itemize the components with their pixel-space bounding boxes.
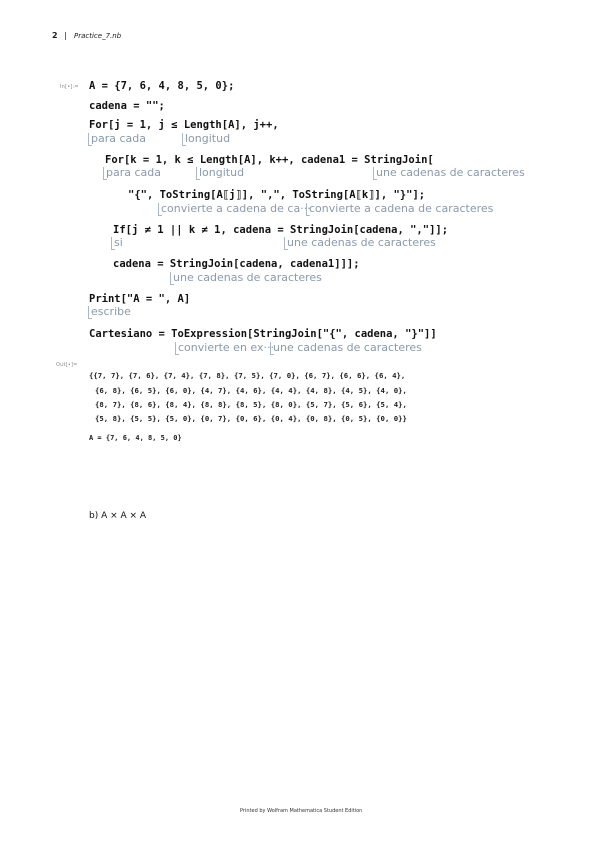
- hint-si: si: [111, 236, 123, 249]
- file-name: Practice_7.nb: [74, 32, 122, 40]
- header-separator: |: [64, 31, 67, 40]
- code-line-6[interactable]: If[j ≠ 1 || k ≠ 1, cadena = StringJoin[cadena, ","]];: [113, 224, 449, 236]
- hint-tostring-2: convierte a cadena de caracteres: [306, 202, 493, 215]
- output-line-3: {8, 7}, {8, 6}, {8, 4}, {8, 8}, {8, 5}, {8, 0}, {5, 7}, {5, 6}, {5, 4},: [95, 400, 407, 409]
- hint-longitud-j: longitud: [182, 132, 230, 145]
- hint-stringjoin-4: une cadenas de caracteres: [270, 341, 422, 354]
- code-line-9[interactable]: Cartesiano = ToExpression[StringJoin["{", cadena, "}"]]: [89, 328, 437, 340]
- code-line-8[interactable]: Print["A = ", A]: [89, 293, 191, 305]
- input-label: In[•]:=: [60, 84, 79, 90]
- hint-stringjoin-1: une cadenas de caracteres: [373, 166, 525, 179]
- code-line-5[interactable]: "{", ToString[A⟦j⟧], ",", ToString[A⟦k⟧], "}"];: [128, 189, 426, 201]
- footer-note: Printed by Wolfram Mathematica Student Edition: [240, 808, 363, 814]
- hint-longitud-k: longitud: [196, 166, 244, 179]
- hint-stringjoin-3: une cadenas de caracteres: [170, 271, 322, 284]
- code-line-1[interactable]: A = {7, 6, 4, 8, 5, 0};: [89, 80, 235, 92]
- output-line-1: {{7, 7}, {7, 6}, {7, 4}, {7, 8}, {7, 5}, {7, 0}, {6, 7}, {6, 6}, {6, 4},: [89, 371, 406, 380]
- code-line-7[interactable]: cadena = StringJoin[cadena, cadena1]]];: [113, 258, 360, 270]
- hint-stringjoin-2: une cadenas de caracteres: [284, 236, 436, 249]
- hint-escribe: escribe: [88, 305, 131, 318]
- hint-tostring-1: convierte a cadena de ca···: [158, 202, 311, 215]
- code-line-3[interactable]: For[j = 1, j ≤ Length[A], j++,: [89, 119, 279, 131]
- section-b-heading: b) A × A × A: [89, 511, 147, 521]
- code-line-4[interactable]: For[k = 1, k ≤ Length[A], k++, cadena1 = StringJoin[: [105, 154, 434, 166]
- output-line-2: {6, 8}, {6, 5}, {6, 0}, {4, 7}, {4, 6}, {4, 4}, {4, 8}, {4, 5}, {4, 0},: [95, 386, 407, 395]
- print-output: A = {7, 6, 4, 8, 5, 0}: [89, 434, 182, 442]
- page-number: 2: [52, 31, 58, 40]
- hint-toexpression: convierte en ex···: [175, 341, 274, 354]
- output-label: Out[•]=: [56, 362, 78, 368]
- hint-para-cada-k: para cada: [103, 166, 161, 179]
- code-line-2[interactable]: cadena = "";: [89, 100, 165, 112]
- hint-para-cada-j: para cada: [88, 132, 146, 145]
- output-line-4: {5, 8}, {5, 5}, {5, 0}, {0, 7}, {0, 6}, {0, 4}, {0, 8}, {0, 5}, {0, 0}}: [95, 414, 407, 423]
